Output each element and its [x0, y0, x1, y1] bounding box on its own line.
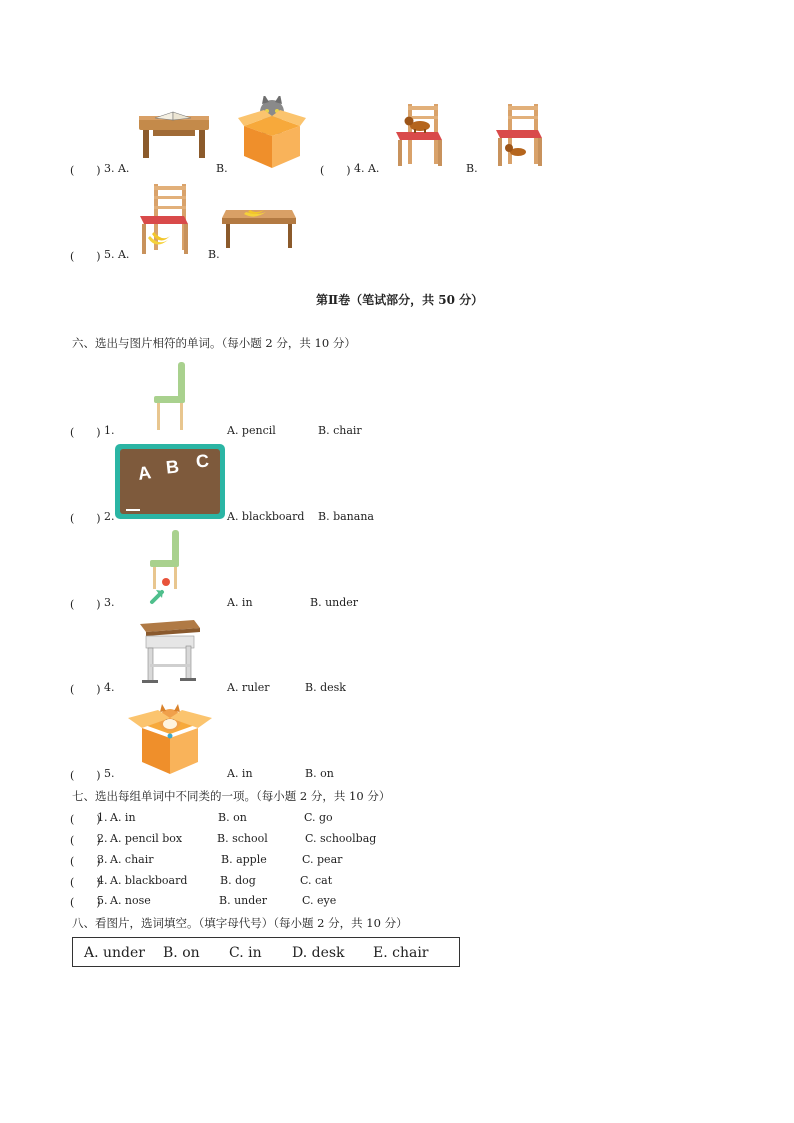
- word-bank-option: B. on: [163, 945, 200, 961]
- bananas-on-desk-picture: [222, 200, 298, 250]
- answer-bracket[interactable]: ( ): [70, 164, 101, 177]
- option-a[interactable]: A. nose: [110, 894, 151, 907]
- option-b-label: B.: [466, 162, 478, 175]
- option-a[interactable]: A. in: [227, 767, 253, 780]
- dog-in-box-picture: [126, 702, 214, 776]
- option-b[interactable]: B. school: [217, 832, 268, 845]
- option-a[interactable]: A. blackboard: [110, 874, 188, 887]
- question-number: 4.: [104, 681, 115, 694]
- blackboard-letter: A: [136, 462, 153, 484]
- section-8-title: 八、看图片，选词填空。（填字母代号）（每小题 2 分，共 10 分）: [72, 916, 408, 930]
- answer-bracket[interactable]: ( ): [70, 876, 101, 889]
- dog-on-chair-picture: [394, 102, 446, 168]
- option-c[interactable]: C. cat: [300, 874, 333, 887]
- question-number: 3.: [104, 596, 115, 609]
- dog-under-chair-picture: [494, 104, 546, 168]
- option-a[interactable]: A. in: [227, 596, 253, 609]
- answer-bracket[interactable]: ( ): [70, 813, 101, 826]
- green-chair-picture: [150, 360, 190, 432]
- desk-with-book-picture: [133, 108, 213, 160]
- option-a[interactable]: A. ruler: [227, 681, 270, 694]
- question-number: 5. A.: [104, 248, 130, 261]
- word-bank-option: E. chair: [373, 945, 429, 961]
- question-number: 2.: [97, 832, 108, 845]
- answer-bracket[interactable]: ( ): [70, 834, 101, 847]
- word-bank-option: D. desk: [292, 945, 345, 961]
- answer-bracket[interactable]: ( ): [70, 683, 101, 696]
- option-b[interactable]: B. apple: [221, 853, 267, 866]
- option-b[interactable]: B. chair: [318, 424, 362, 437]
- question-number: 5.: [97, 894, 108, 907]
- option-b[interactable]: B. on: [305, 767, 334, 780]
- cat-in-box-picture: [238, 96, 306, 170]
- question-number: 3. A.: [104, 162, 130, 175]
- option-b[interactable]: B. desk: [305, 681, 346, 694]
- part-two-title: 第Ⅱ卷（笔试部分，共 50 分）: [316, 293, 484, 307]
- question-number: 1.: [104, 424, 115, 437]
- answer-bracket[interactable]: ( ): [70, 598, 101, 611]
- option-c[interactable]: C. schoolbag: [305, 832, 377, 845]
- question-number: 3.: [97, 853, 108, 866]
- option-b[interactable]: B. on: [218, 811, 247, 824]
- answer-bracket[interactable]: ( ): [320, 164, 351, 177]
- option-b[interactable]: B. under: [310, 596, 359, 609]
- answer-bracket[interactable]: ( ): [70, 769, 101, 782]
- section-6-title: 六、选出与图片相符的单词。（每小题 2 分，共 10 分）: [72, 336, 356, 350]
- blackboard-letter: C: [195, 450, 210, 472]
- blackboard-surface: [120, 449, 220, 514]
- word-bank-box: [72, 937, 460, 967]
- option-a[interactable]: A. pencil box: [110, 832, 183, 845]
- option-b[interactable]: B. banana: [318, 510, 374, 523]
- question-number: 4.: [97, 874, 108, 887]
- ball-under-chair-picture: [146, 528, 186, 606]
- option-c[interactable]: C. go: [304, 811, 333, 824]
- answer-bracket[interactable]: ( ): [70, 512, 101, 525]
- question-number: 1.: [97, 811, 108, 824]
- option-b[interactable]: B. under: [219, 894, 268, 907]
- answer-bracket[interactable]: ( ): [70, 426, 101, 439]
- question-number: 4. A.: [354, 162, 380, 175]
- option-b[interactable]: B. dog: [220, 874, 256, 887]
- option-a[interactable]: A. blackboard: [227, 510, 305, 523]
- option-c[interactable]: C. eye: [302, 894, 337, 907]
- blackboard-letter: B: [164, 456, 180, 478]
- word-bank-option: C. in: [229, 945, 262, 961]
- answer-bracket[interactable]: ( ): [70, 855, 101, 868]
- option-c[interactable]: C. pear: [302, 853, 343, 866]
- option-b-label: B.: [216, 162, 228, 175]
- school-desk-picture: [136, 618, 204, 688]
- bananas-under-chair-picture: [136, 184, 192, 256]
- option-a[interactable]: A. in: [110, 811, 136, 824]
- option-b-label: B.: [208, 248, 220, 261]
- answer-bracket[interactable]: ( ): [70, 250, 101, 263]
- chalk-icon: [126, 509, 140, 511]
- option-a[interactable]: A. pencil: [227, 424, 276, 437]
- question-number: 5.: [104, 767, 115, 780]
- answer-bracket[interactable]: ( ): [70, 896, 101, 909]
- option-a[interactable]: A. chair: [110, 853, 154, 866]
- blackboard-picture: [115, 444, 225, 519]
- section-7-title: 七、选出每组单词中不同类的一项。（每小题 2 分，共 10 分）: [72, 789, 391, 803]
- question-number: 2.: [104, 510, 115, 523]
- word-bank-option: A. under: [84, 945, 145, 961]
